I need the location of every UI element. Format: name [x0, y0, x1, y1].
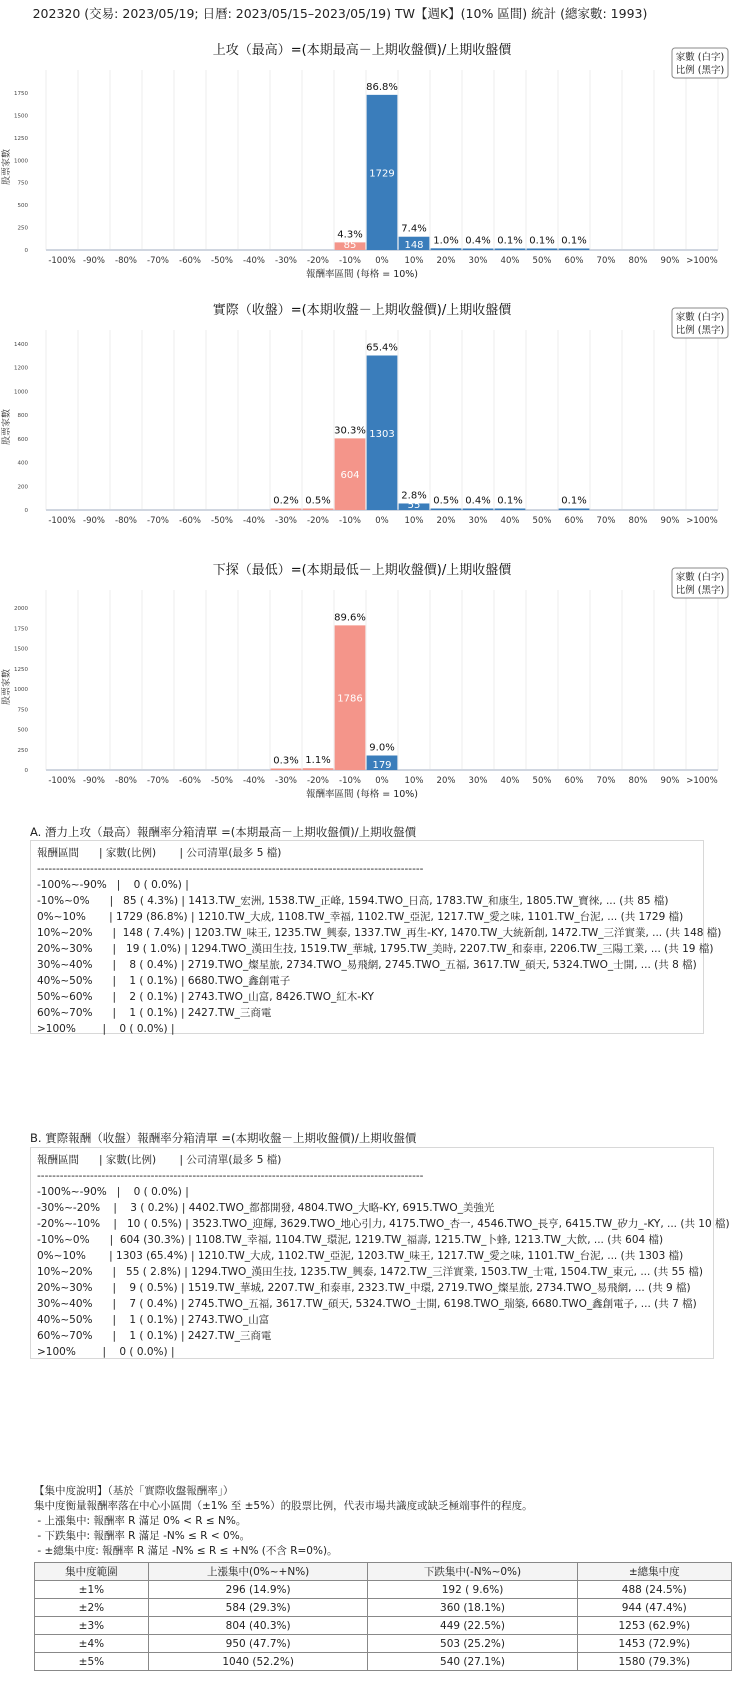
- concentration-cell: 540 (27.1%): [368, 1653, 577, 1671]
- x-tick-label: 80%: [628, 256, 648, 266]
- y-axis-label: 股票家數: [2, 408, 12, 446]
- y-tick-label: 500: [17, 727, 28, 734]
- concentration-cell: ±4%: [35, 1635, 149, 1653]
- section-b-line: 30%~40% | 7 ( 0.4%) | 2745.TWO_五福, 3617.TW_碩天, 5324.TWO_士開, 6198.TWO_瑞築, 6680.TWO_鑫創電子, ... (共 7 檔): [37, 1298, 697, 1310]
- section-b-list: [31, 1148, 730, 1364]
- concentration-header-row: [35, 1563, 732, 1581]
- concentration-cell: ±1%: [35, 1581, 149, 1599]
- concentration-row: [35, 1599, 732, 1617]
- x-tick-label: 0%: [375, 776, 389, 786]
- section-a-line: 50%~60% | 2 ( 0.1%) | 2743.TWO_山富, 8426.TWO_紅木-KY: [37, 991, 374, 1003]
- bar-20%: [431, 509, 462, 511]
- y-tick-label: 0: [24, 248, 28, 254]
- section-a-line: 0%~10% | 1729 (86.8%) | 1210.TW_大成, 1108.TW_幸福, 1102.TW_亞泥, 1217.TW_愛之味, 1101.TW_台泥, ... (共 1729 檔): [37, 911, 684, 923]
- concentration-cell: 1253 (62.9%): [577, 1617, 731, 1635]
- y-tick-label: 1750: [14, 90, 28, 97]
- bar-pct-label: 0.1%: [529, 235, 555, 247]
- section-b-line: -20%~-10% | 10 ( 0.5%) | 3523.TWO_迎輝, 3629.TWO_地心引力, 4175.TWO_杏一, 4546.TWO_長亨, 6415.TW_矽力_-KY, ... (共 10 檔): [37, 1218, 730, 1230]
- bar-pct-label: 30.3%: [334, 425, 366, 437]
- x-tick-label: 70%: [596, 256, 616, 266]
- concentration-cell: 296 (14.9%): [148, 1581, 368, 1599]
- x-tick-label: -70%: [147, 256, 169, 266]
- x-tick-label: 90%: [660, 776, 680, 786]
- x-tick-label: -60%: [179, 776, 201, 786]
- x-tick-label: 10%: [404, 516, 424, 526]
- x-tick-label: 60%: [564, 516, 584, 526]
- bar-pct-label: 0.2%: [273, 495, 299, 507]
- section-b-line: 60%~70% | 1 ( 0.1%) | 2427.TW_三商電: [37, 1330, 272, 1342]
- y-tick-label: 1000: [14, 389, 28, 396]
- bar-pct-label: 1.1%: [305, 755, 331, 767]
- legend-box: [672, 568, 728, 598]
- x-tick-label: >100%: [686, 776, 718, 786]
- section-b-line: 報酬區間 | 家數(比例) | 公司清單(最多 5 檔): [37, 1154, 282, 1166]
- section-a-line: 30%~40% | 8 ( 0.4%) | 2719.TWO_燦星旅, 2734.TWO_易飛網, 2745.TWO_五福, 3617.TW_碩天, 5324.TWO_士開, ... (共 8 檔): [37, 959, 697, 971]
- legend-box: [672, 308, 728, 338]
- x-tick-label: 90%: [660, 256, 680, 266]
- x-tick-label: 40%: [500, 776, 520, 786]
- concentration-cell: 950 (47.7%): [148, 1635, 368, 1653]
- concentration-row: [35, 1635, 732, 1653]
- x-tick-label: >100%: [686, 256, 718, 266]
- x-tick-label: -60%: [179, 256, 201, 266]
- bar-pct-label: 0.4%: [465, 235, 491, 247]
- bar-pct-label: 2.8%: [401, 490, 427, 502]
- bar--20%: [303, 509, 334, 511]
- legend-count: 家數 (白字): [675, 572, 725, 583]
- chart-title: 實際（收盤）=(本期收盤－上期收盤價)/上期收盤價: [212, 303, 512, 318]
- x-tick-label: 20%: [436, 776, 456, 786]
- concentration-table: [34, 1562, 732, 1671]
- concentration-note-line: - 下跌集中: 報酬率 R 滿足 -N% ≤ R < 0%。: [34, 1530, 251, 1542]
- x-tick-label: -50%: [211, 516, 233, 526]
- x-axis-label: 報酬率區間 (每格 = 10%): [305, 789, 419, 800]
- x-tick-label: 10%: [404, 776, 424, 786]
- bar-60%: [559, 249, 590, 251]
- y-tick-label: 250: [17, 747, 28, 754]
- concentration-header-cell: 集中度範圍: [35, 1563, 149, 1581]
- concentration-note-line: 【集中度說明】（基於「實際收盤報酬率」）: [34, 1485, 234, 1497]
- x-axis-label: 報酬率區間 (每格 = 10%): [305, 269, 419, 280]
- chart-low-svg: [0, 554, 740, 819]
- section-a-panel: [30, 840, 722, 1035]
- bar-20%: [431, 248, 462, 250]
- bar-40%: [495, 509, 526, 511]
- bar-pct-label: 0.4%: [465, 495, 491, 507]
- concentration-note-line: - ±總集中度: 報酬率 R 滿足 -N% ≤ R ≤ +N% (不含 R=0%)。: [34, 1545, 338, 1557]
- y-tick-label: 750: [17, 707, 28, 714]
- bar-count-label: 604: [340, 470, 360, 482]
- section-b-panel: [30, 1147, 730, 1359]
- concentration-cell: 1580 (79.3%): [577, 1653, 731, 1671]
- x-tick-label: -50%: [211, 776, 233, 786]
- bar-count-label: 1786: [337, 693, 363, 705]
- bar-count-label: 55: [407, 500, 421, 511]
- chart-title: 上攻（最高）=(本期最高－上期收盤價)/上期收盤價: [212, 43, 512, 58]
- y-tick-label: 750: [17, 180, 28, 187]
- concentration-cell: 449 (22.5%): [368, 1617, 577, 1635]
- concentration-cell: 488 (24.5%): [577, 1581, 731, 1599]
- x-tick-label: -90%: [83, 256, 105, 266]
- concentration-row: [35, 1653, 732, 1671]
- x-tick-label: 20%: [436, 256, 456, 266]
- chart-low: [0, 554, 740, 819]
- section-a-line: 40%~50% | 1 ( 0.1%) | 6680.TWO_鑫創電子: [37, 975, 291, 987]
- section-b-line: 0%~10% | 1303 (65.4%) | 1210.TW_大成, 1102.TW_亞泥, 1203.TW_味王, 1217.TW_愛之味, 1101.TW_台泥, ... (共 1303 檔): [37, 1250, 684, 1262]
- bar-pct-label: 4.3%: [337, 229, 363, 241]
- bar-30%: [463, 509, 494, 511]
- section-b-line: 40%~50% | 1 ( 0.1%) | 2743.TWO_山富: [37, 1314, 270, 1326]
- y-tick-label: 1250: [14, 135, 28, 142]
- y-tick-label: 600: [17, 436, 28, 443]
- concentration-note: [34, 1484, 533, 1559]
- legend-ratio: 比例 (黑字): [675, 325, 725, 336]
- section-b-title: B. 實際報酬（收盤）報酬率分箱清單 =(本期收盤－上期收盤價)/上期收盤價: [30, 1131, 417, 1145]
- x-tick-label: 0%: [375, 256, 389, 266]
- section-b-line: >100% | 0 ( 0.0%) |: [37, 1346, 175, 1358]
- x-tick-label: -40%: [243, 516, 265, 526]
- x-tick-label: -40%: [243, 256, 265, 266]
- bar--30%: [271, 509, 302, 511]
- x-tick-label: 30%: [468, 516, 488, 526]
- concentration-header-cell: ±總集中度: [577, 1563, 731, 1581]
- legend-ratio: 比例 (黑字): [675, 585, 725, 596]
- x-tick-label: -10%: [339, 516, 361, 526]
- x-tick-label: -10%: [339, 256, 361, 266]
- x-tick-label: 40%: [500, 516, 520, 526]
- x-tick-label: -70%: [147, 776, 169, 786]
- chart-close-svg: [0, 294, 740, 544]
- x-tick-label: -10%: [339, 776, 361, 786]
- concentration-note-line: 集中度衡量報酬率落在中心小區間（±1% 至 ±5%）的股票比例，代表市場共識度或缺乏極端事件的程度。: [34, 1500, 533, 1512]
- legend-count: 家數 (白字): [675, 312, 725, 323]
- bar-pct-label: 0.1%: [561, 495, 587, 507]
- concentration-cell: 1453 (72.9%): [577, 1635, 731, 1653]
- concentration-cell: ±5%: [35, 1653, 149, 1671]
- x-tick-label: -80%: [115, 776, 137, 786]
- y-tick-label: 1500: [14, 113, 28, 120]
- x-tick-label: -40%: [243, 776, 265, 786]
- y-axis-label: 股票家數: [2, 668, 12, 706]
- bar-pct-label: 1.0%: [433, 235, 459, 247]
- concentration-cell: 360 (18.1%): [368, 1599, 577, 1617]
- x-tick-label: 50%: [532, 516, 552, 526]
- x-tick-label: -30%: [275, 776, 297, 786]
- section-a-line: 20%~30% | 19 ( 1.0%) | 1294.TWO_漢田生技, 1519.TW_華城, 1795.TW_美時, 2207.TW_和泰車, 2206.TW_三陽工業, ... (共 19 檔): [37, 943, 714, 955]
- x-tick-label: -20%: [307, 516, 329, 526]
- x-tick-label: -70%: [147, 516, 169, 526]
- section-b-line: -30%~-20% | 3 ( 0.2%) | 4402.TWO_都都開發, 4804.TWO_大略-KY, 6915.TWO_美強光: [37, 1202, 495, 1214]
- x-tick-label: 50%: [532, 256, 552, 266]
- y-tick-label: 2000: [14, 606, 28, 613]
- concentration-cell: 804 (40.3%): [148, 1617, 368, 1635]
- bar-pct-label: 86.8%: [366, 81, 398, 93]
- section-a-line: 60%~70% | 1 ( 0.1%) | 2427.TW_三商電: [37, 1007, 272, 1019]
- x-tick-label: 40%: [500, 256, 520, 266]
- x-tick-label: 30%: [468, 776, 488, 786]
- concentration-cell: 192 ( 9.6%): [368, 1581, 577, 1599]
- bar-30%: [463, 249, 494, 251]
- bar-40%: [495, 249, 526, 251]
- section-b-line: -10%~0% | 604 (30.3%) | 1108.TW_幸福, 1104.TW_環泥, 1219.TW_福壽, 1215.TW_卜蜂, 1213.TW_大飲, ... (共 604 檔): [37, 1234, 664, 1246]
- x-tick-label: 70%: [596, 516, 616, 526]
- x-tick-label: -60%: [179, 516, 201, 526]
- x-tick-label: 80%: [628, 776, 648, 786]
- bar-count-label: 1729: [369, 168, 395, 180]
- section-a-line: ------------------------------------------------------------------------------------------------------: [37, 863, 424, 875]
- bar-pct-label: 0.1%: [497, 235, 523, 247]
- section-a-list: [31, 841, 722, 1041]
- section-b-line: ------------------------------------------------------------------------------------------------------: [37, 1170, 424, 1182]
- bar-pct-label: 0.3%: [273, 755, 299, 767]
- x-tick-label: 20%: [436, 516, 456, 526]
- bar-pct-label: 65.4%: [366, 342, 398, 354]
- bar-pct-label: 0.1%: [561, 235, 587, 247]
- concentration-row: [35, 1581, 732, 1599]
- y-tick-label: 1500: [14, 646, 28, 653]
- x-tick-label: -80%: [115, 256, 137, 266]
- concentration-cell: 503 (25.2%): [368, 1635, 577, 1653]
- x-tick-label: 60%: [564, 256, 584, 266]
- y-tick-label: 1000: [14, 158, 28, 165]
- section-a-line: 報酬區間 | 家數(比例) | 公司清單(最多 5 檔): [37, 847, 282, 859]
- x-tick-label: -50%: [211, 256, 233, 266]
- x-tick-label: 0%: [375, 516, 389, 526]
- x-tick-label: 90%: [660, 516, 680, 526]
- y-tick-label: 1400: [14, 342, 28, 348]
- bar-pct-label: 0.1%: [497, 495, 523, 507]
- y-tick-label: 400: [17, 460, 28, 467]
- bar--20%: [303, 768, 334, 770]
- y-tick-label: 1750: [14, 626, 28, 633]
- x-tick-label: -100%: [48, 776, 76, 786]
- x-tick-label: -30%: [275, 256, 297, 266]
- bar-pct-label: 0.5%: [305, 495, 331, 507]
- y-tick-label: 800: [17, 413, 28, 420]
- x-tick-label: -30%: [275, 516, 297, 526]
- bar-pct-label: 7.4%: [401, 223, 427, 235]
- section-b-line: 10%~20% | 55 ( 2.8%) | 1294.TWO_漢田生技, 1235.TW_興泰, 1472.TW_三洋實業, 1503.TW_士電, 1504.TW_東元, ... (共 55 檔): [37, 1266, 703, 1278]
- section-b-line: -100%~-90% | 0 ( 0.0%) |: [37, 1186, 189, 1198]
- concentration-header-cell: 上漲集中(0%~+N%): [148, 1563, 368, 1581]
- section-a-line: 10%~20% | 148 ( 7.4%) | 1203.TW_味王, 1235.TW_興泰, 1337.TW_再生-KY, 1470.TW_大統新創, 1472.TW_三洋實業, ... (共 148 檔): [37, 927, 722, 939]
- y-tick-label: 500: [17, 203, 28, 210]
- concentration-header-cell: 下跌集中(-N%~0%): [368, 1563, 577, 1581]
- x-tick-label: 70%: [596, 776, 616, 786]
- y-tick-label: 1250: [14, 666, 28, 673]
- x-tick-label: -100%: [48, 516, 76, 526]
- legend-count: 家數 (白字): [675, 52, 725, 63]
- x-tick-label: 60%: [564, 776, 584, 786]
- section-b-line: 20%~30% | 9 ( 0.5%) | 1519.TW_華城, 2207.TW_和泰車, 2323.TW_中環, 2719.TWO_燦星旅, 2734.TWO_易飛網, ... (共 9 檔): [37, 1282, 691, 1294]
- bar-count-label: 1303: [369, 428, 395, 440]
- bar-pct-label: 89.6%: [334, 612, 366, 624]
- x-tick-label: -90%: [83, 776, 105, 786]
- x-tick-label: 10%: [404, 256, 424, 266]
- x-tick-label: 80%: [628, 516, 648, 526]
- x-tick-label: >100%: [686, 516, 718, 526]
- chart-high: [0, 34, 740, 284]
- y-tick-label: 250: [17, 225, 28, 232]
- x-tick-label: -20%: [307, 256, 329, 266]
- concentration-note-line: - 上漲集中: 報酬率 R 滿足 0% < R ≤ N%。: [34, 1515, 247, 1527]
- x-tick-label: 50%: [532, 776, 552, 786]
- x-tick-label: -100%: [48, 256, 76, 266]
- y-axis-label: 股票家數: [2, 148, 12, 186]
- bar-count-label: 179: [372, 760, 392, 771]
- chart-close: [0, 294, 740, 544]
- x-tick-label: -90%: [83, 516, 105, 526]
- bar-pct-label: 9.0%: [369, 742, 395, 754]
- x-tick-label: 30%: [468, 256, 488, 266]
- concentration-cell: ±3%: [35, 1617, 149, 1635]
- concentration-row: [35, 1617, 732, 1635]
- bar-50%: [527, 249, 558, 251]
- bar-60%: [559, 509, 590, 511]
- y-tick-label: 1000: [14, 687, 28, 694]
- bar-count-label: 85: [343, 240, 357, 251]
- legend-ratio: 比例 (黑字): [675, 65, 725, 76]
- section-a-line: -100%~-90% | 0 ( 0.0%) |: [37, 879, 189, 891]
- legend-box: [672, 48, 728, 78]
- section-a-line: -10%~0% | 85 ( 4.3%) | 1413.TW_宏洲, 1538.TW_正峰, 1594.TWO_日高, 1783.TW_和康生, 1805.TW_寶徠, ... (共 85 檔): [37, 895, 669, 907]
- bar-count-label: 148: [404, 240, 424, 251]
- concentration-cell: 1040 (52.2%): [148, 1653, 368, 1671]
- concentration-cell: 584 (29.3%): [148, 1599, 368, 1617]
- y-tick-label: 0: [24, 768, 28, 774]
- chart-high-svg: [0, 34, 740, 284]
- y-tick-label: 200: [17, 484, 28, 491]
- bar--30%: [271, 769, 302, 771]
- concentration-cell: ±2%: [35, 1599, 149, 1617]
- section-a-title: A. 潛力上攻（最高）報酬率分箱清單 =(本期最高－上期收盤價)/上期收盤價: [30, 825, 417, 839]
- concentration-cell: 944 (47.4%): [577, 1599, 731, 1617]
- chart-title: 下探（最低）=(本期最低－上期收盤價)/上期收盤價: [212, 563, 512, 578]
- page-title: 202320 (交易: 2023/05/19; 日曆: 2023/05/15–2023/05/19) TW【週K】(10% 區間) 統計 (總家數: 1993): [32, 6, 648, 21]
- x-tick-label: -80%: [115, 516, 137, 526]
- section-a-line: >100% | 0 ( 0.0%) |: [37, 1023, 175, 1035]
- y-tick-label: 0: [24, 508, 28, 514]
- bar-pct-label: 0.5%: [433, 495, 459, 507]
- x-tick-label: -20%: [307, 776, 329, 786]
- y-tick-label: 1200: [14, 365, 28, 372]
